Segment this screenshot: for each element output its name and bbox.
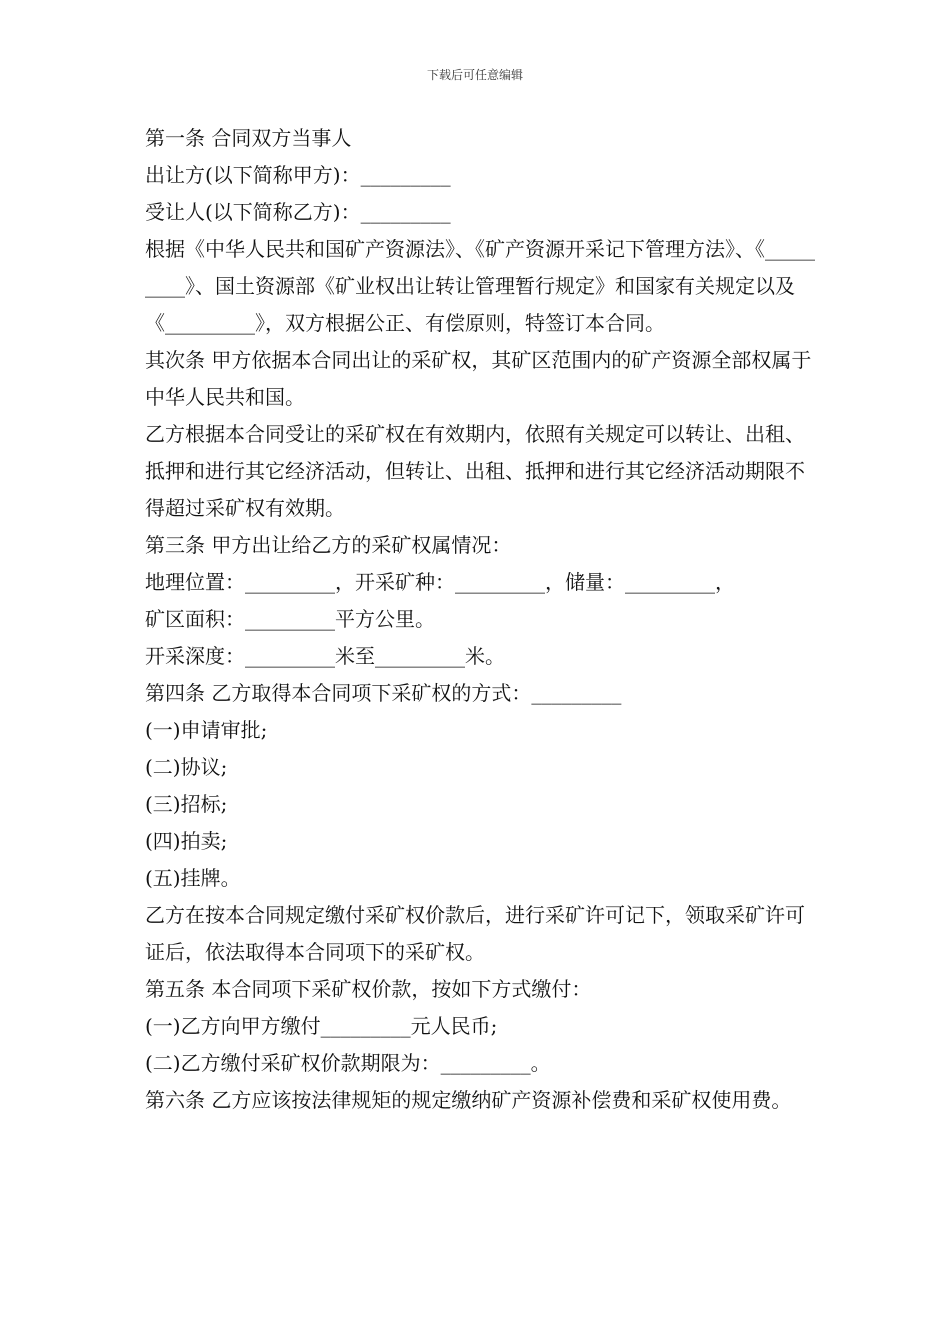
method-item: (四)拍卖; bbox=[145, 829, 228, 853]
legal-basis-paragraph: 根据《中华人民共和国矿产资源法》、《矿产资源开采记下管理方法》、《_________》、国土资源部《矿业权出让转让管理暂行规定》和国家有关规定以及《_________》，双方根据公正、有偿原则，特签订本合同。 bbox=[145, 237, 815, 335]
method-item: (三)招标; bbox=[145, 792, 228, 816]
payment-item: (二)乙方缴付采矿权价款期限为：_________。 bbox=[145, 1051, 551, 1075]
article-1-heading: 第一条 合同双方当事人 bbox=[145, 126, 352, 150]
article-6-paragraph: 第六条 乙方应该按法律规矩的规定缴纳矿产资源补偿费和采矿权使用费。 bbox=[145, 1088, 792, 1112]
article-2-paragraph: 其次条 甲方依据本合同出让的采矿权，其矿区范围内的矿产资源全部权属于中华人民共和国。 bbox=[145, 348, 812, 409]
article-5-heading: 第五条 本合同项下采矿权价款，按如下方式缴付： bbox=[145, 977, 592, 1001]
method-item: (五)挂牌。 bbox=[145, 866, 241, 890]
party-b-line: 受让人(以下简称乙方)：_________ bbox=[145, 200, 451, 224]
location-line: 地理位置：_________，开采矿种：_________，储量：_________， bbox=[145, 570, 735, 594]
transfer-rights-paragraph: 乙方根据本合同受让的采矿权在有效期内，依照有关规定可以转让、出租、抵押和进行其它经济活动，但转让、出租、抵押和进行其它经济活动期限不得超过采矿权有效期。 bbox=[145, 422, 805, 520]
area-line: 矿区面积：_________平方公里。 bbox=[145, 607, 435, 631]
license-paragraph: 乙方在按本合同规定缴付采矿权价款后，进行采矿许可记下，领取采矿许可证后，依法取得本合同项下的采矿权。 bbox=[145, 903, 805, 964]
party-a-line: 出让方(以下简称甲方)：_________ bbox=[145, 163, 451, 187]
payment-item: (一)乙方向甲方缴付_________元人民币; bbox=[145, 1014, 498, 1038]
depth-line: 开采深度：_________米至_________米。 bbox=[145, 644, 505, 668]
document-body bbox=[145, 120, 815, 1119]
article-3-heading: 第三条 甲方出让给乙方的采矿权属情况： bbox=[145, 533, 512, 557]
page-header: 下载后可任意编辑 bbox=[426, 68, 523, 82]
article-4-heading: 第四条 乙方取得本合同项下采矿权的方式：_________ bbox=[145, 681, 622, 705]
method-item: (一)申请审批; bbox=[145, 718, 268, 742]
method-item: (二)协议; bbox=[145, 755, 228, 779]
